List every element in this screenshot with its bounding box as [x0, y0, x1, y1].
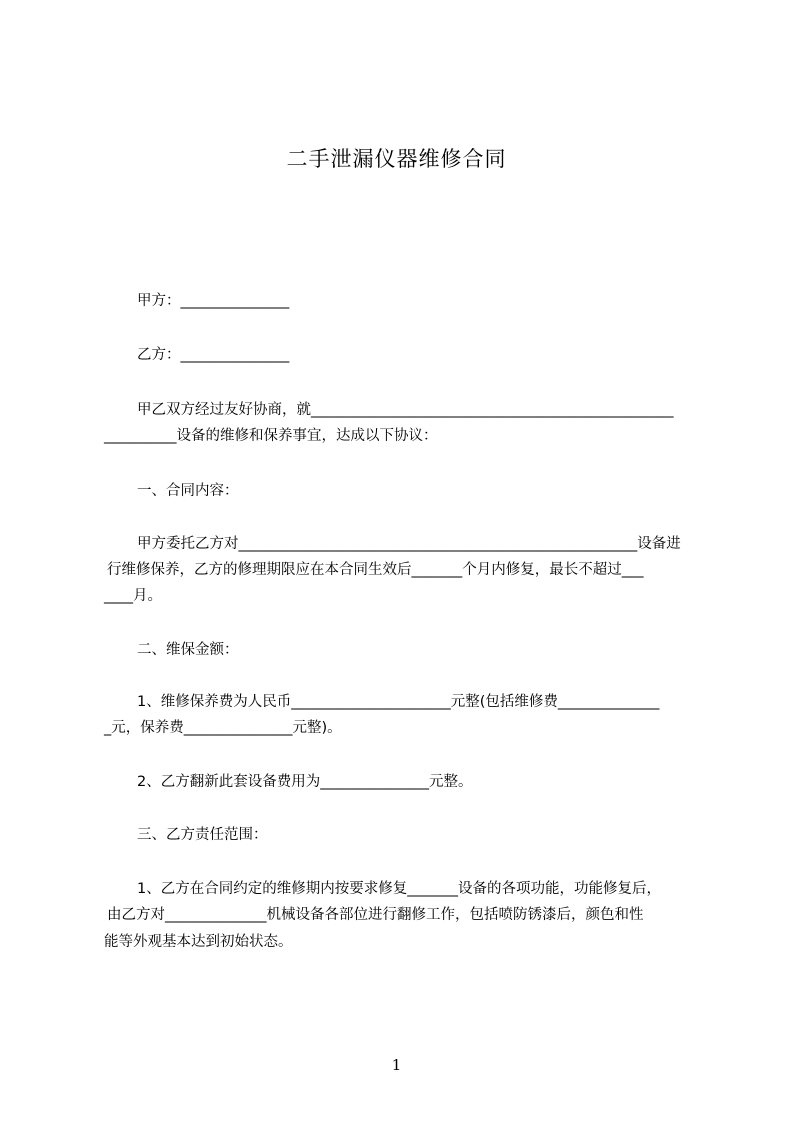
section1-body-line-2: 行维修保养，乙方的修理期限应在本合同生效后_______个月内修复，最长不超过___ [107, 562, 644, 578]
section3-heading: 三、乙方责任范围： [137, 827, 268, 843]
party-a-line: 甲方：_______________ [137, 293, 290, 309]
section3-item1-line-3: 能等外观基本达到初始状态。 [104, 934, 293, 950]
party-b-line: 乙方：_______________ [137, 347, 290, 363]
intro-line-2: __________设备的维修和保养事宜，达成以下协议： [104, 428, 438, 444]
section2-item2: 2、乙方翻新此套设备费用为_______________元整。 [137, 774, 473, 790]
page-number: 1 [391, 1056, 402, 1074]
section3-item1-line-1: 1、乙方在合同约定的维修期内按要求修复_______设备的各项功能，功能修复后， [137, 881, 661, 897]
contract-title: 二手泄漏仪器维修合同 [286, 147, 507, 171]
section1-body-line-3: ____月。 [104, 588, 162, 604]
section2-heading: 二、维保金额： [137, 642, 239, 658]
section2-item1-line-2: _元，保养费_______________元整)。 [104, 720, 342, 736]
section1-heading: 一、合同内容： [137, 483, 239, 499]
intro-line-1: 甲乙双方经过友好协商，就__________________________________________________ [137, 402, 674, 418]
section1-body-line-1: 甲方委托乙方对_______________________________________________________设备进 [137, 536, 681, 552]
section3-item1-line-2: 由乙方对______________机械设备各部位进行翻修工作，包括喷防锈漆后，颜色和性 [107, 907, 644, 923]
section2-item1-line-1: 1、维修保养费为人民币______________________元整(包括维修费______________ [137, 694, 660, 710]
